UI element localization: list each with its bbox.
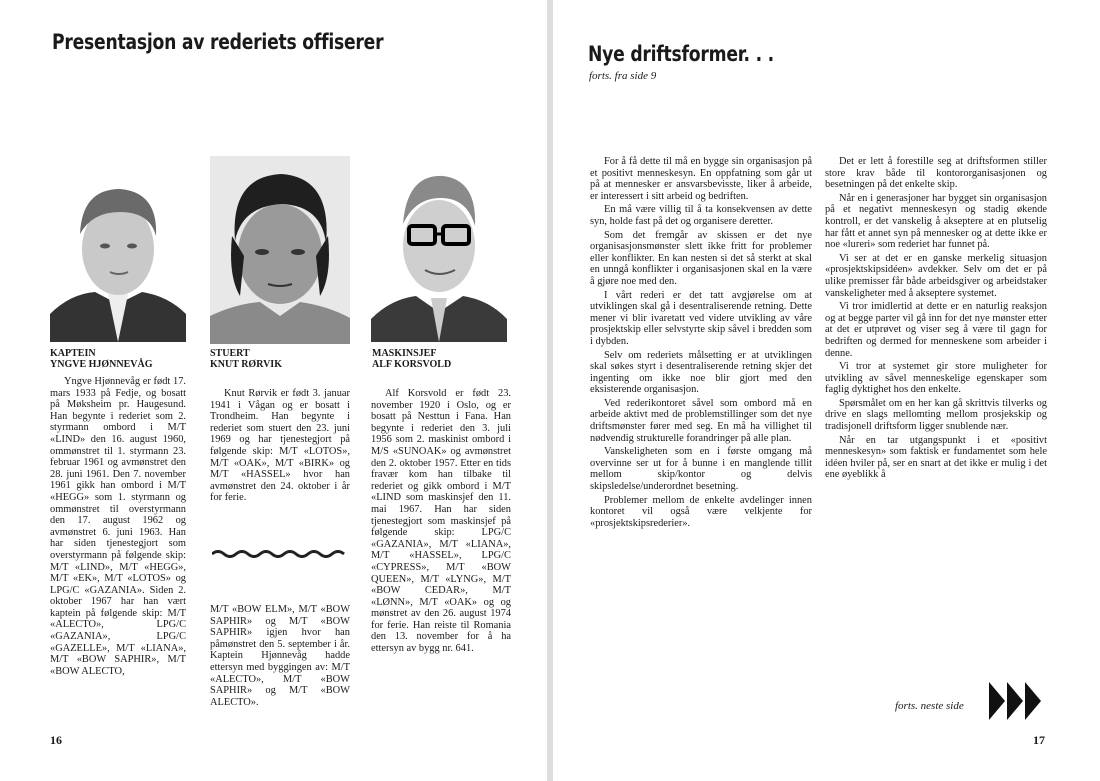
paragraph: I vårt rederi er det tatt avgjørelse om at utviklingen skal gå i desentraliserende retning. Dette mener vi blir ivaretatt ved videre utvikling av våre prosjektskip eller selvstyrte skip såvel i bredden som i dybden. xyxy=(590,289,812,347)
photo-steward xyxy=(210,156,350,344)
article-column-1 xyxy=(590,156,812,531)
paragraph: En må være villig til å ta konsekvensen av dette syn, holde fast på det og organisere deretter. xyxy=(590,204,812,227)
role-chief-engineer: MASKINSJEF ALF KORSVOLD xyxy=(372,348,452,370)
bio-chief-engineer-text: Alf Korsvold er født 23. november 1920 i Oslo, og er bosatt på Nesttun i Fana. Han begynte i rederiet den 3. juli 1956 som 2. maskinist ombord i M/S «SUNOAK» og avmønstret den 2. oktober 1957. Etter en tids fravær kom han tilbake til rederiet og gikk ombord i M/T «LIND som maskinsjef den 11. mai 1967. Han har siden tjenestegjort som maskinsjef på følgende skip: LPG/C «GAZANIA», M/T «LIANA», M/T «HASSEL», LPG/C «CYPRESS», M/T «BOW QUEEN», M/T «LYNG», M/T «BOW CEDAR», M/T «LØNN», M/T «OAK» og og mønstret av den 26. august 1974 for ferie. Han reiste til Romania den 13. november for å ha ettersyn av bygg nr. 641. xyxy=(371,388,511,655)
paragraph: Vi tror at systemet gir store muligheter for utvikling av såvel menneskelige egenskaper som faglig dyktighet hos den enkelte. xyxy=(825,361,1047,396)
paragraph: Vi ser at det er en ganske merkelig situasjon «prosjektskipsidéen» avdekker. Selv om det er på ulike premisser får både arbeidsgiver og arbeidstaker vanskeligheter med å akseptere systemet. xyxy=(825,252,1047,299)
photo-chief-engineer xyxy=(371,154,507,342)
page-title-right: Nye driftsformer. . . xyxy=(588,42,774,66)
bio-captain-continued xyxy=(210,604,350,710)
role-steward: STUERT KNUT RØRVIK xyxy=(210,348,282,370)
paragraph: Selv om rederiets målsetting er at utviklingen skal søkes styrt i desentraliserende retning skjer det ingenting om ikke noe blir gjort med den eksisterende organisasjon. xyxy=(590,349,812,396)
continued-from-label: forts. fra side 9 xyxy=(589,70,657,82)
bio-steward xyxy=(210,388,350,506)
bio-captain-text-continued: M/T «BOW ELM», M/T «BOW SAPHIR» og M/T «BOW SAPHIR» igjen hvor han påmønstret den 5. september i år. Kaptein Hjønnevåg hadde ettersyn med byggingen av: M/T «ALECTO», M/T «BOW SAPHIR» og M/T «BOW ALECTO». xyxy=(210,604,350,708)
paragraph: Ved rederikontoret såvel som ombord må en arbeide aktivt med de problemstillinger som det nye driftsmønster fører med seg. En må ha villighet til nødvendig strukturelle forandringer på alle plan. xyxy=(590,397,812,444)
paragraph: Vi tror imidlertid at dette er en naturlig reaksjon og at begge parter vil gå inn for det nye mønster etter at det er utprøvet og viser seg å være til gagn for bedriften og dermed for menneskene som arbeider i denne. xyxy=(825,301,1047,359)
paragraph: Når en tar utgangspunkt i et «positivt menneskesyn» som faktisk er fundamentet som hele idéen hviler på, ser en snart at det ikke er mulig i det ene øyeblikk å xyxy=(825,434,1047,481)
continued-next-label: forts. neste side xyxy=(895,700,964,712)
continue-arrows-icon xyxy=(989,680,1043,722)
paragraph: Vanskeligheten som en i første omgang må overvinne ser ut for å bunne i en manglende tillit mellom skip/kontor og delvis skipsledelse/underordnet besetning. xyxy=(590,446,812,493)
paragraph: Det er lett å forestille seg at driftsformen stiller store krav både til kontororganisasjonen og besetningen på det enkelte skip. xyxy=(825,156,1047,191)
paragraph: Spørsmålet om en her kan gå skrittvis tilverks og drive en slags mellomting mellom prosjekskip og tradisjonell driftsform ligger snublende nær. xyxy=(825,397,1047,433)
paragraph: Som det fremgår av skissen er det nye organisasjonsmønster slett ikke fritt for problemer eller konflikter. En kan nesten si det så sterkt at skal en unngå konflikter i organisasjonen skal en la være å gjøre noe med den. xyxy=(590,229,812,287)
page-number-left: 16 xyxy=(50,733,62,747)
page-number-right: 17 xyxy=(1033,733,1045,747)
role-captain: KAPTEIN YNGVE HJØNNEVÅG xyxy=(50,348,153,370)
page-title-left: Presentasjon av rederiets offiserer xyxy=(52,30,384,54)
bio-chief-engineer xyxy=(371,388,511,657)
paragraph: Problemer mellom de enkelte avdelinger innen kontoret vil også være velkjente for «prosjektskipsrederier». xyxy=(590,494,812,529)
bio-steward-text: Knut Rørvik er født 3. januar 1941 i Vågan og er bosatt i Trondheim. Han begynte i rederiet som stuert den 23. juni 1969 og har tjenestegjort på følgende skip: M/T «LOTOS», M/T «OAK», M/T «BIRK» og M/T «HASSEL» hvor han avmønstret den 24. oktober i år for ferie. xyxy=(210,388,350,504)
bio-captain-text: Yngve Hjønnevåg er født 17. mars 1933 på Fedje, og bosatt på Møksheim pr. Haugesund. Han begynte i rederiet som 2. styrmann ombord i M/T «LIND» den 16. august 1960, ommønstret til 1. styrmann 23. februar 1961 og avmønstret den 28. juni 1961. Den 7. november 1961 gikk han ombord i M/T «HEGG» som 1. styrmann og ommønstret til overstyrmann den 17. august 1962 og avmønstret 6. juni 1963. Han har siden tjenestegjort som overstyrmann på følgende skip: M/T «LIND», M/T «HEGG», M/T «EK», M/T «LOTOS» og LPG/C «GAZANIA». Siden 2. oktober 1967 har han vært kaptein på følgende skip: M/T «ALECTO», LPG/C «GAZANIA», LPG/C «GAZELLE», M/T «LIANA», M/T «BOW SAPHIR», M/T «BOW ALECTO, xyxy=(50,376,186,677)
bio-captain xyxy=(50,376,186,679)
photo-captain xyxy=(50,154,186,342)
paragraph: Når en i generasjoner har bygget sin organisasjon på et negativt menneskesyn og stadig økende kontroll, er det vanskelig å akseptere at en plutselig har fått et annet syn på mennesker og at dette ikke er noe «lureri» som rederiet har funnet på. xyxy=(825,192,1047,251)
right-page xyxy=(553,0,1100,781)
paragraph: For å få dette til må en bygge sin organisasjon på et positivt menneskesyn. En oppfatning som går ut på at mennesker er ansvarsbevisste, liker å arbeide, er interessert i sitt arbeid og bedriften. xyxy=(590,156,812,202)
article-column-2 xyxy=(825,156,1047,483)
wavy-divider xyxy=(212,549,347,559)
